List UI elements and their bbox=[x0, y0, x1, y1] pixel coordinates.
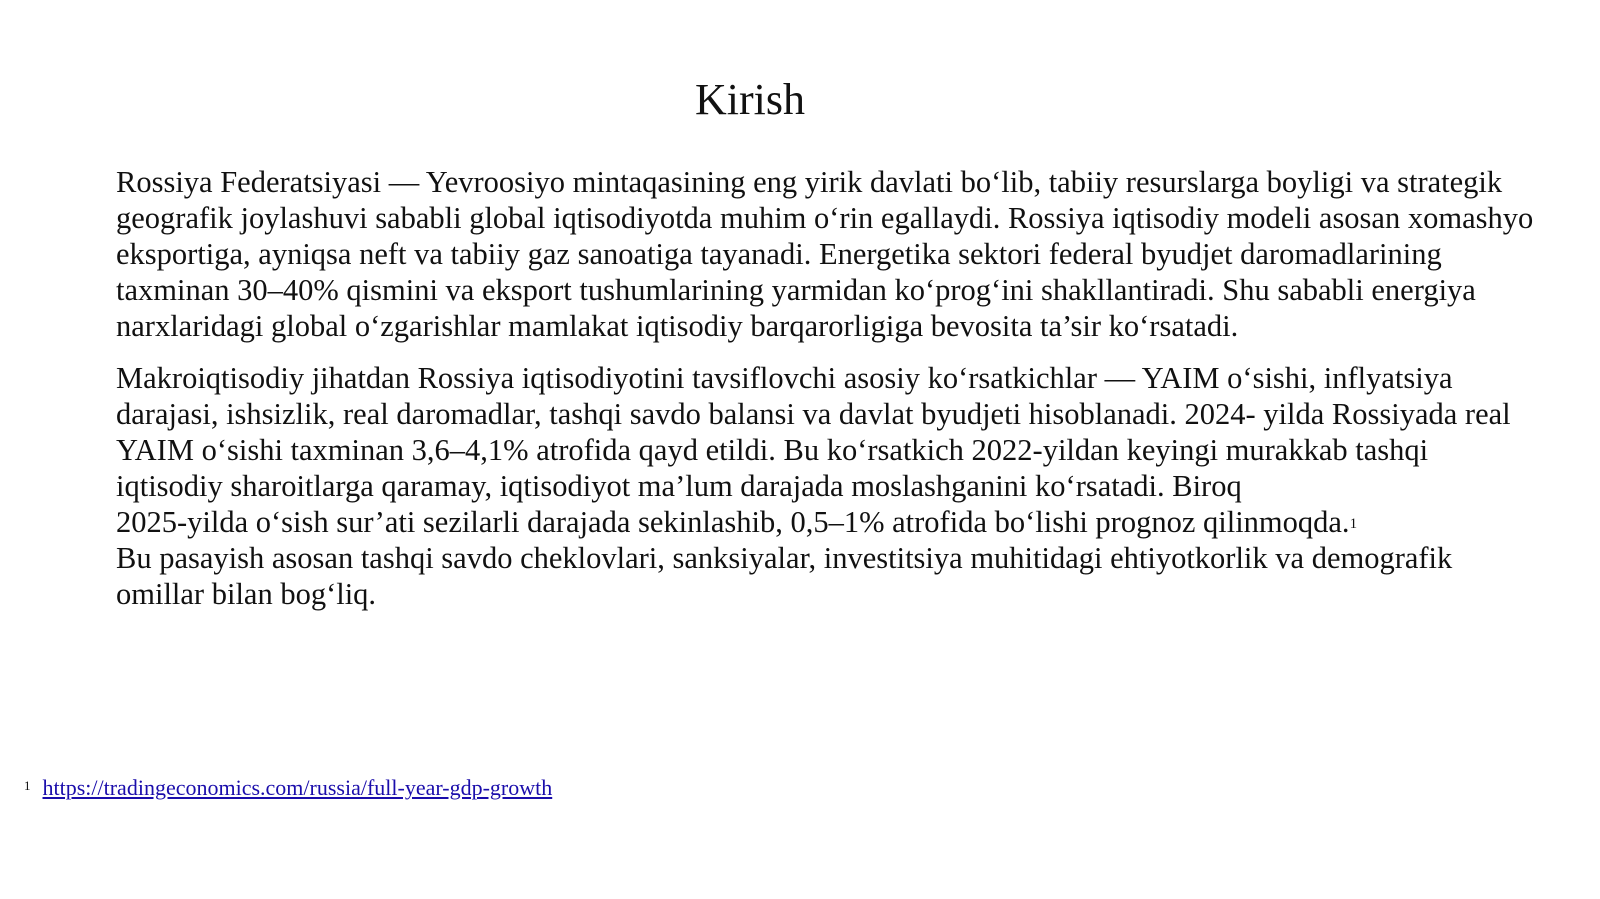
footnote-number: 1 bbox=[24, 778, 31, 793]
paragraph-macro-part1: Makroiqtisodiy jihatdan Rossiya iqtisodiyotini tavsiflovchi asosiy ko‘rsatkichlar — YAIM o‘sishi, inflyatsiya darajasi, ishsizlik, real daromadlar, tashqi savdo balansi va davlat byudjeti hisoblanadi. 2024- yilda Rossiyada real YAIM o‘sishi taxminan 3,6–4,1% atrofida qayd etildi. Bu ko‘rsatkich 2022-yildan keyingi murakkab tashqi iqtisodiy sharoitlarga qaramay, iqtisodiyot ma’lum darajada moslashganini ko‘rsatadi. Biroq bbox=[116, 361, 1511, 503]
slide-title: Kirish bbox=[695, 75, 805, 124]
footnote-reference: 1 bbox=[1349, 516, 1358, 532]
paragraph-macro-part3: Bu pasayish asosan tashqi savdo cheklovlari, sanksiyalar, investitsiya muhitidagi ehtiyotkorlik va demografik omillar bilan bog‘liq. bbox=[116, 541, 1453, 611]
slide-body bbox=[116, 164, 1536, 612]
paragraph-macro bbox=[116, 360, 1536, 612]
footnote-link[interactable]: https://tradingeconomics.com/russia/full-year-gdp-growth bbox=[42, 775, 553, 800]
footnote bbox=[24, 774, 552, 802]
paragraph-macro-part2: 2025-yilda o‘sish sur’ati sezilarli darajada sekinlashib, 0,5–1% atrofida bo‘lishi prognoz qilinmoqda. bbox=[116, 505, 1350, 539]
paragraph-intro: Rossiya Federatsiyasi — Yevroosiyo mintaqasining eng yirik davlati bo‘lib, tabiiy resurslarga boyligi va strategik geografik joylashuvi sababli global iqtisodiyotda muhim o‘rin egallaydi. Rossiya iqtisodiy modeli asosan xomashyo eksportiga, ayniqsa neft va tabiiy gaz sanoatiga tayanadi. Energetika sektori federal byudjet daromadlarining taxminan 30–40% qismini va eksport tushumlarining yarmidan ko‘prog‘ini shakllantiradi. Shu sababli energiya narxlaridagi global o‘zgarishlar mamlakat iqtisodiy barqarorligiga bevosita ta’sir ko‘rsatadi. bbox=[116, 165, 1534, 343]
